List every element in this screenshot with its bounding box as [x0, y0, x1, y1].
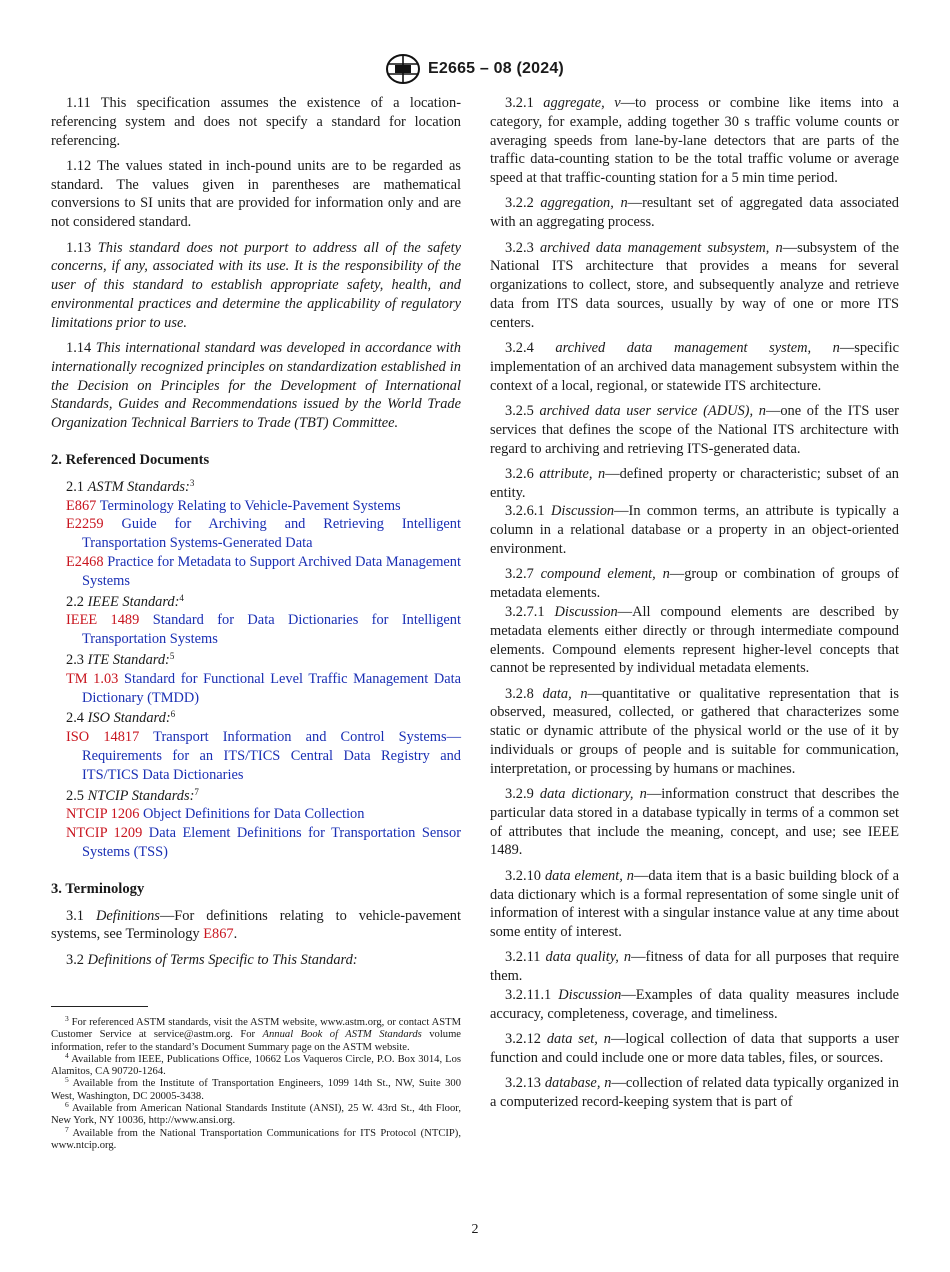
- section-2-heading: 2. Referenced Documents: [51, 452, 210, 469]
- definition-3-2-7: 3.2.7 compound element, n—group or combination of groups of metadata elements.: [490, 566, 900, 602]
- definition-3-2-4: 3.2.4 archived data management system, n—specific implementation of an archived data management subsystem within the context of a local, regional, or statewide ITS architecture.: [490, 340, 899, 394]
- subsection-2-3: 2.3 ITE Standard:$^5$: [66, 651, 175, 669]
- link-e867[interactable]: E867: [203, 926, 234, 943]
- page-number: 2: [471, 1222, 479, 1237]
- discussion-3-2-7-1: 3.2.7.1 Discussion—All compound elements are described by metadata elements either directly or through intermediate compound elements. Compound elements represent higher-level concepts that cannot be represented by individual metadata elements.: [490, 603, 899, 677]
- footnote-4: $^4$ Available from IEEE, Publications Office, 10662 Los Vaqueros Circle, P.O. Box 3014, Los Alamitos, CA 90720-1264.: [51, 1050, 461, 1078]
- page-header: [0, 52, 950, 86]
- right-column: [490, 94, 899, 1118]
- reference-ntcip-1206[interactable]: NTCIP 1206 Object Definitions for Data Collection: [66, 806, 365, 823]
- definition-3-2-6: 3.2.6 attribute, n—defined property or characteristic; subset of an entity.: [490, 465, 899, 501]
- definition-3-2-1: 3.2.1 aggregate, v—to process or combine like items into a category, for example, adding together 30 s traffic volume counts or averaging speeds from lane-by-lane detectors that are parts of the traffic data-counting station to be the total traffic volume or average speed at that traffic-counting station for a 5 min time period.: [490, 95, 899, 187]
- subsection-2-5: 2.5 NTCIP Standards:$^7$: [66, 786, 199, 804]
- reference-e2468[interactable]: E2468 Practice for Metadata to Support Archived Data Management Systems: [66, 554, 461, 589]
- section-3-heading: 3. Terminology: [51, 880, 145, 897]
- left-column: [51, 94, 461, 976]
- footnotes: [51, 1014, 462, 1152]
- definition-3-2-10: 3.2.10 data element, n—data item that is a basic building block of a data dictionary which is a formal representation of some single unit of information of interest with a singular instance value at any time about some entity of interest.: [490, 867, 899, 941]
- paragraph-1-12: 1.12 The values stated in inch-pound units are to be regarded as standard. The values given in parentheses are mathematical conversions to SI units that are provided for information only and are not considered standard.: [51, 157, 461, 231]
- paragraph-1-11: 1.11 This specification assumes the existence of a location-referencing system and does not specify a standard for location referencing.: [51, 95, 461, 149]
- subsection-2-4: 2.4 ISO Standard:$^6$: [66, 709, 176, 727]
- astm-logo-icon: [386, 54, 420, 84]
- footnote-divider: [51, 1006, 148, 1007]
- reference-tm-1-03[interactable]: TM 1.03 Standard for Functional Level Traffic Management Data Dictionary (TMDD): [66, 670, 461, 706]
- discussion-3-2-11-1: 3.2.11.1 Discussion—Examples of data quality measures include accuracy, completeness, coverage, and timeliness.: [490, 987, 899, 1022]
- definition-3-2-9: 3.2.9 data dictionary, n—information construct that describes the particular data stored in a database typically in terms of a common set of attributes that include the meaning, concept, and use; see IEEE 1489.: [490, 786, 899, 859]
- definition-3-2-2: 3.2.2 aggregation, n—resultant set of aggregated data associated with an aggregating process.: [490, 195, 899, 231]
- reference-iso-14817[interactable]: ISO 14817 Transport Information and Control Systems—Requirements for an ITS/TICS Central Data Registry and ITS/TICS Data Dictionaries: [66, 729, 461, 783]
- reference-ieee-1489[interactable]: IEEE 1489 Standard for Data Dictionaries for Intelligent Transportation Systems: [66, 612, 461, 648]
- definition-3-2-3: 3.2.3 archived data management subsystem, n—subsystem of the National ITS architecture that provides a means for several organizations to collect, store, and subsequently analyze and retrieve data from ITS data sources, usually by way of one or more ITS centers.: [490, 239, 899, 331]
- definition-3-2-11: 3.2.11 data quality, n—fitness of data for all purposes that require them.: [490, 949, 899, 985]
- subsection-2-1: 2.1 ASTM Standards:$^3$: [66, 477, 195, 495]
- reference-ntcip-1209[interactable]: NTCIP 1209 Data Element Definitions for Transportation Sensor Systems (TSS): [66, 825, 461, 860]
- reference-e2259[interactable]: E2259 Guide for Archiving and Retrieving Intelligent Transportation Systems-Generated Data: [66, 516, 461, 552]
- footnote-3: $^3$ For referenced ASTM standards, visit the ASTM website, www.astm.org, or contact ASTM Customer Service at service@astm.org. For Annual Book of ASTM Standards volume information, refer to the standard’s Document Summary page on the ASTM website.: [51, 1014, 462, 1053]
- definition-3-2-12: 3.2.12 data set, n—logical collection of data that supports a user function and could include one or more data tables, files, or sources.: [490, 1031, 899, 1066]
- paragraph-1-13: 1.13 This standard does not purport to address all of the safety concerns, if any, associated with its use. It is the responsibility of the user of this standard to establish appropriate safety, health, and environmental practices and determine the applicability of regulatory limitations prior to use.: [51, 239, 461, 331]
- paragraph-3-2: 3.2 Definitions of Terms Specific to This Standard:: [66, 951, 358, 968]
- discussion-3-2-6-1: 3.2.6.1 Discussion—In common terms, an attribute is typically a column in a relational database or a property in an object-oriented environment.: [490, 503, 899, 558]
- footnote-5: $^5$ Available from the Institute of Transportation Engineers, 1099 14th St., NW, Suite 300 West, Washington, DC 20005-3438.: [51, 1075, 461, 1102]
- document-id: E2665 – 08 (2024): [428, 59, 564, 77]
- reference-e867[interactable]: E867 Terminology Relating to Vehicle-Pavement Systems: [66, 497, 401, 514]
- paragraph-1-14: 1.14 This international standard was developed in accordance with internationally recognized principles on standardization established in the Decision on Principles for the Development of International Standards, Guides and Recommendations issued by the World Trade Organization Technical Barriers to Trade (TBT) Committee.: [51, 340, 461, 432]
- footnote-7: $^7$ Available from the National Transportation Communications for ITS Protocol (NTCIP), www.ntcip.org.: [51, 1124, 461, 1151]
- subsection-2-2: 2.2 IEEE Standard:$^4$: [66, 592, 184, 610]
- paragraph-3-1: 3.1 Definitions—For definitions relating to vehicle-pavement systems, see Terminology E867.: [51, 907, 461, 943]
- definition-3-2-5: 3.2.5 archived data user service (ADUS), n—one of the ITS user services that defines the scope of the National ITS architecture with regard to archiving and retrieving ITS-generated data.: [490, 402, 899, 457]
- footnote-6: $^6$ Available from American National Standards Institute (ANSI), 25 W. 43rd St., 4th Floor, New York, NY 10036, http://www.ansi.org.: [51, 1100, 461, 1127]
- definition-3-2-13: 3.2.13 database, n—collection of related data typically organized in a computerized record-keeping system that is part of: [490, 1075, 899, 1111]
- definition-3-2-8: 3.2.8 data, n—quantitative or qualitative representation that is observed, measured, collected, or gathered that characterizes some static or dynamic attribute of the physical world or the use of it by individuals or groups of people and is suitable for communication, interpretation, or processing by humans or machines.: [490, 685, 899, 777]
